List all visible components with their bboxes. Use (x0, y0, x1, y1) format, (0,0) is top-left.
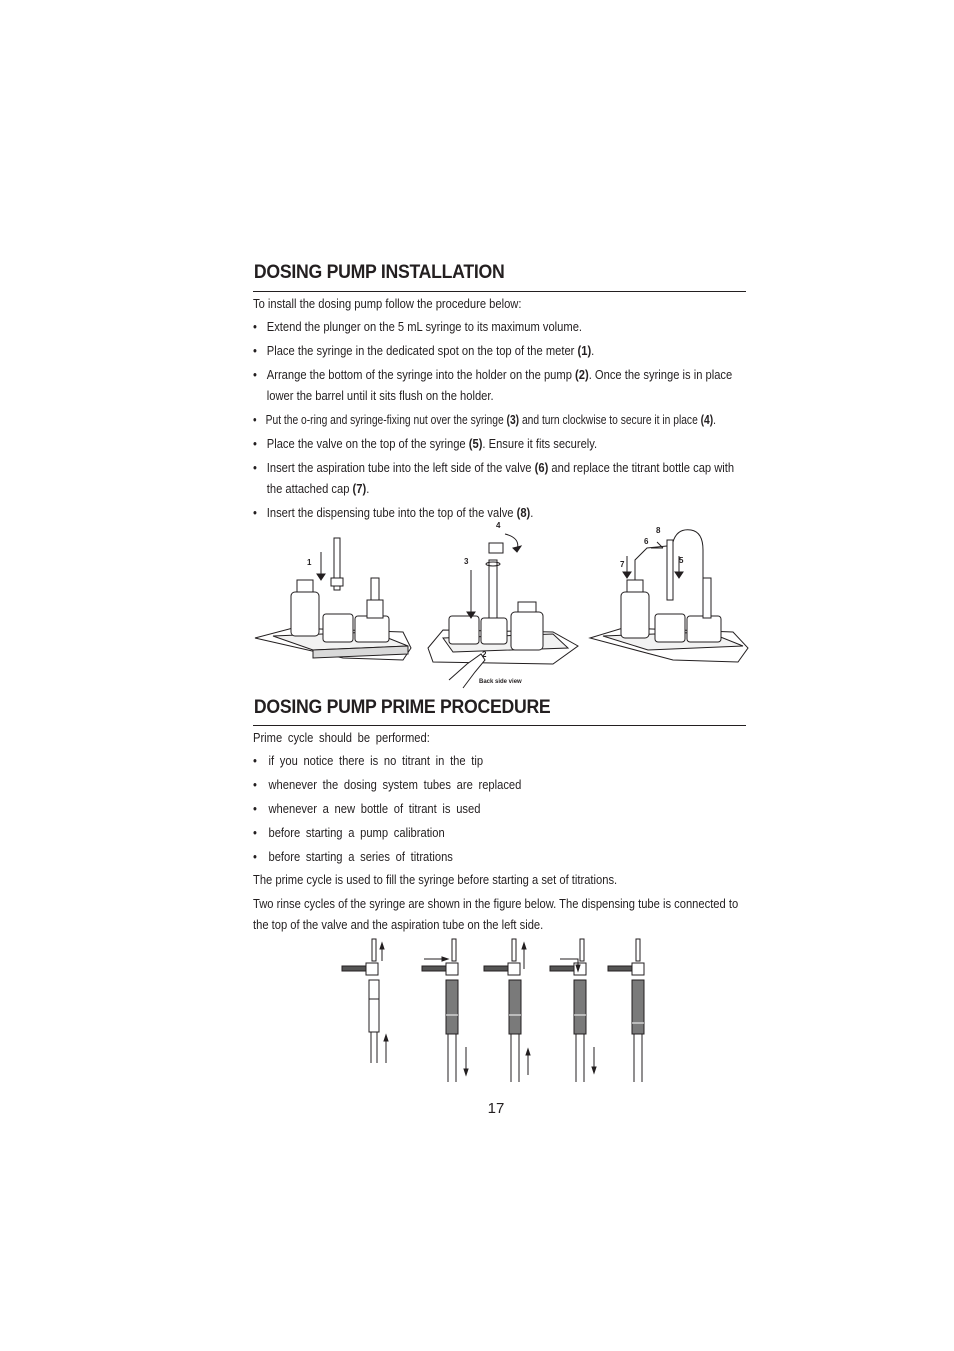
prime-intro: Prime cycle should be performed: (253, 730, 430, 745)
figure-label-7: 7 (620, 560, 625, 569)
page-number: 17 (487, 1100, 505, 1117)
syringe-3 (484, 939, 530, 1082)
install-step-5: • Place the valve on the top of the syringe (5). Ensure it fits securely. (253, 436, 598, 451)
prime-bullet: • whenever the dosing system tubes are replaced (253, 777, 522, 792)
syringe-5 (608, 939, 644, 1082)
install-step-7: • Insert the dispensing tube into the top of the valve (8). (253, 505, 534, 520)
figure-label-4: 4 (496, 521, 501, 530)
install-step-2: • Place the syringe in the dedicated spot on the top of the meter (1). (253, 343, 595, 358)
figure-label-3: 3 (464, 557, 469, 566)
prime-rule (253, 725, 746, 726)
figure-label-1: 1 (307, 558, 312, 567)
figure-label-2: 2 (482, 650, 487, 659)
install-step-4: • Put the o-ring and syringe-fixing nut over the syringe (3) and turn clockwise to secure it in place (4). (253, 412, 717, 427)
figure-label-8: 8 (656, 526, 661, 535)
install-intro: To install the dosing pump follow the procedure below: (253, 296, 522, 311)
prime-section (253, 697, 746, 723)
install-figure (253, 520, 753, 690)
install-body (253, 293, 746, 523)
install-panel-1 (255, 538, 411, 660)
figure-caption: Back side view (479, 679, 522, 685)
prime-bullet: • before starting a pump calibration (253, 825, 445, 840)
prime-figure (338, 935, 658, 1085)
figure-label-5: 5 (679, 556, 684, 565)
prime-bullet: • if you notice there is no titrant in the tip (253, 753, 484, 768)
install-step-1: • Extend the plunger on the 5 mL syringe to its maximum volume. (253, 319, 583, 334)
prime-heading: DOSING PUMP PRIME PROCEDURE (253, 697, 551, 718)
prime-bullet: • whenever a new bottle of titrant is used (253, 801, 481, 816)
prime-para-1: The prime cycle is used to fill the syringe before starting a set of titrations. (253, 872, 618, 887)
install-heading: DOSING PUMP INSTALLATION (253, 262, 505, 283)
install-step-3: • Arrange the bottom of the syringe into the holder on the pump (2). Once the syringe is in place lower the barrel until it sits flush on the holder. (253, 367, 733, 403)
install-section (253, 262, 746, 288)
prime-bullet: • before starting a series of titrations (253, 849, 453, 864)
figure-label-6: 6 (644, 537, 649, 546)
prime-para-2: Two rinse cycles of the syringe are shown in the figure below. The dispensing tube is connected to the top of the valve and the aspiration tube on the left side. (253, 896, 739, 932)
syringe-1 (342, 939, 388, 1063)
install-panel-3 (590, 530, 748, 662)
install-step-6: • Insert the aspiration tube into the left side of the valve (6) and replace the titrant bottle cap with the attached cap (7). (253, 460, 735, 496)
install-rule (253, 291, 746, 292)
prime-body (253, 727, 746, 935)
install-panel-2 (428, 534, 578, 688)
syringe-4 (550, 939, 596, 1082)
syringe-2 (422, 939, 468, 1082)
